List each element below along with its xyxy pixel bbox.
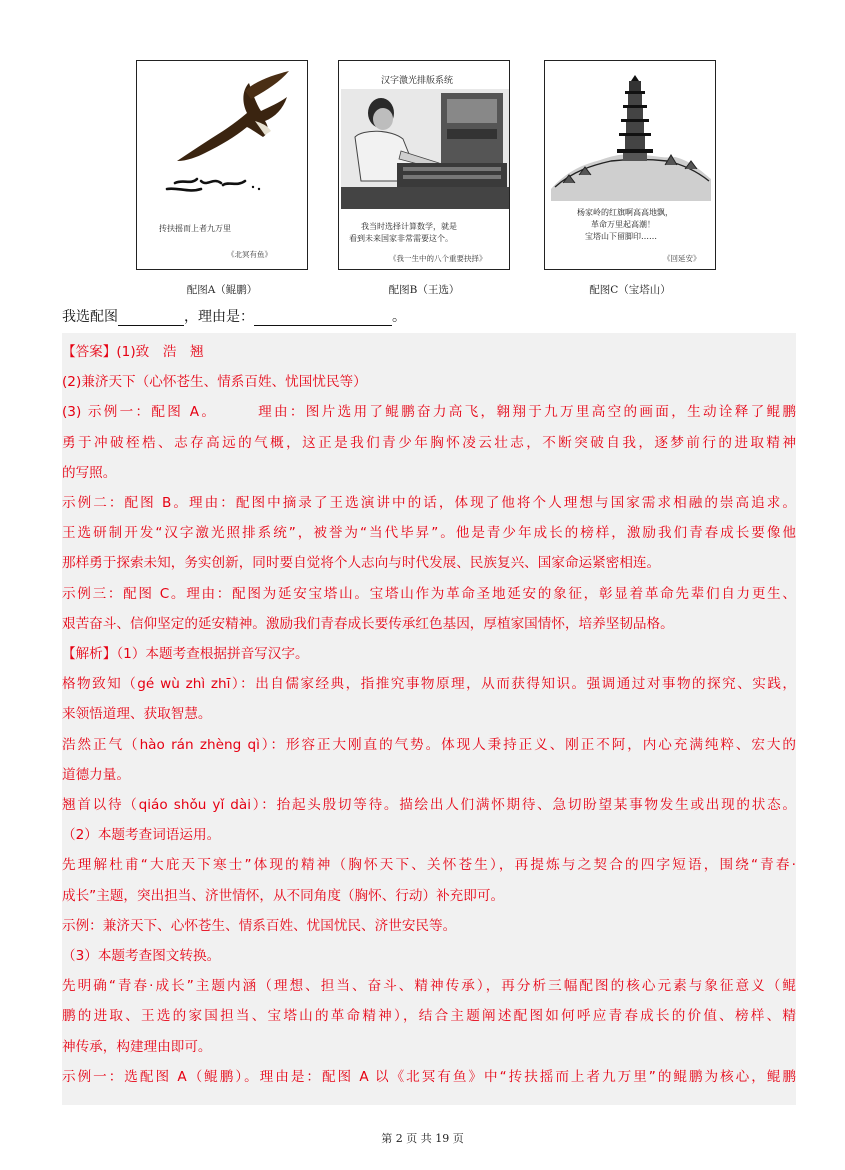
answer-line: 的写照。 <box>62 464 117 481</box>
pagoda-illustration <box>545 61 715 201</box>
figure-b-source: 《我一生中的八个重要抉择》 <box>389 254 487 263</box>
answer-line: 勇于冲破桎梏、志存高远的气概，这正是我们青少年胸怀凌云壮志，不断突破自我，逐梦前行的进取精神 <box>62 434 796 451</box>
figure-c-caption: 配图C（宝塔山） <box>589 284 671 296</box>
figure-a-caption: 配图A（鲲鹏） <box>186 284 258 296</box>
choose-figure-prompt <box>62 306 406 326</box>
analysis-line: （3）本题考查图文转换。 <box>62 948 221 965</box>
analysis-line: 先理解杜甫“大庇天下寒士”体现的精神（胸怀天下、关怀苍生），再提炼与之契合的四字短语，围绕“青春· <box>62 857 796 874</box>
analysis-line: 示例一：选配图 A（鲲鹏）。理由是：配图 A 以《北冥有鱼》中“抟扶摇而上者九万里”的鲲鹏为核心，鲲鹏 <box>62 1068 796 1085</box>
wang-xuan-photo <box>341 89 509 209</box>
figure-b-quote-line1: 我当时选择计算数学，就是 <box>361 222 457 231</box>
analysis-line: （2）本题考查词语运用。 <box>62 827 221 844</box>
answer-line: 那样勇于探索未知，务实创新，同时要自觉将个人志向与时代发展、民族复兴、国家命运紧密相连。 <box>62 555 661 572</box>
answer-line: 王选研制开发“汉字激光照排系统”，被誉为“当代毕昇”。他是青少年成长的榜样，激励我们青春成长要像他 <box>62 525 796 542</box>
answer-line: (3) 示例一：配图 A。 理由：图片选用了鲲鹏奋力高飞，翱翔于九万里高空的画面，生动诠释了鲲鹏 <box>62 404 796 421</box>
analysis-line: 神传承，构建理由即可。 <box>62 1038 212 1055</box>
analysis-line: 浩然正气（hào rán zhèng qì）：形容正大刚直的气势。体现人秉持正义、刚正不阿，内心充满纯粹、宏大的 <box>62 736 796 753</box>
figure-c-source: 《回延安》 <box>663 254 701 263</box>
answer-line: 艰苦奋斗、信仰坚定的延安精神。激励我们青春成长要传承红色基因，厚植家国情怀，培养坚韧品格。 <box>62 615 674 632</box>
figure-b-quote-line2: 看到未来国家非常需要这个。 <box>349 234 453 243</box>
choose-suffix: 。 <box>392 309 406 325</box>
analysis-line: 来领悟道理、获取智慧。 <box>62 706 212 723</box>
figure-a-source: 《北冥有鱼》 <box>227 250 272 259</box>
analysis-line: 成长”主题，突出担当、济世情怀，从不同角度（胸怀、行动）补充即可。 <box>62 887 505 904</box>
answer-line: 示例二：配图 B。理由：配图中摘录了王选演讲中的话，体现了他将个人理想与国家需求相融的崇高追求。 <box>62 495 796 512</box>
page-footer: 第 2 页 共 19 页 <box>381 1132 464 1145</box>
answer-box <box>62 333 796 1105</box>
analysis-line: 道德力量。 <box>62 766 130 783</box>
eagle-illustration <box>137 61 307 211</box>
analysis-line: 【解析】（1）本题考查根据拼音写汉字。 <box>62 646 309 663</box>
figure-row <box>0 60 845 310</box>
analysis-line: 先明确“青春·成长”主题内涵（理想、担当、奋斗、精神传承），再分析三幅配图的核心元素与象征意义（鲲 <box>62 978 796 995</box>
answer-line: 示例三：配图 C。理由：配图为延安宝塔山。宝塔山作为革命圣地延安的象征，彰显着革命先辈们自力更生、 <box>62 585 796 602</box>
figure-b-caption: 配图B（王选） <box>388 284 460 296</box>
choose-prefix: 我选配图 <box>62 309 118 325</box>
choose-middle: ，理由是： <box>184 309 254 325</box>
reason-blank[interactable] <box>254 311 392 326</box>
figure-c-quote-line3: 宝塔山下留脚印…… <box>585 232 657 241</box>
figure-choice-blank[interactable] <box>118 311 184 326</box>
figure-card-b <box>338 60 510 270</box>
figure-b-title: 汉字激光排版系统 <box>381 76 454 86</box>
figure-card-c <box>544 60 716 270</box>
analysis-line: 鹏的进取、王选的家国担当、宝塔山的革命精神），结合主题阐述配图如何呼应青春成长的价值、榜样、精 <box>62 1008 796 1025</box>
figure-c-quote-line2: 革命万里起高潮！ <box>591 220 655 229</box>
figure-a-quote: 抟扶摇而上者九万里 <box>159 224 231 233</box>
analysis-line: 格物致知（gé wù zhì zhī）：出自儒家经典，指推究事物原理，从而获得知识。强调通过对事物的探究、实践， <box>62 676 796 693</box>
analysis-line: 示例：兼济天下、心怀苍生、情系百姓、忧国忧民、济世安民等。 <box>62 917 457 934</box>
answer-line: (2)兼济天下（心怀苍生、情系百姓、忧国忧民等） <box>62 374 367 391</box>
figure-card-a <box>136 60 308 270</box>
answer-line: 【答案】(1)致 浩 翘 <box>62 344 204 360</box>
figure-c-quote-line1: 杨家岭的红旗啊高高地飘， <box>577 208 673 217</box>
analysis-line: 翘首以待（qiáo shǒu yǐ dài）：抬起头殷切等待。描绘出人们满怀期待、急切盼望某事物发生或出现的状态。 <box>62 797 796 814</box>
